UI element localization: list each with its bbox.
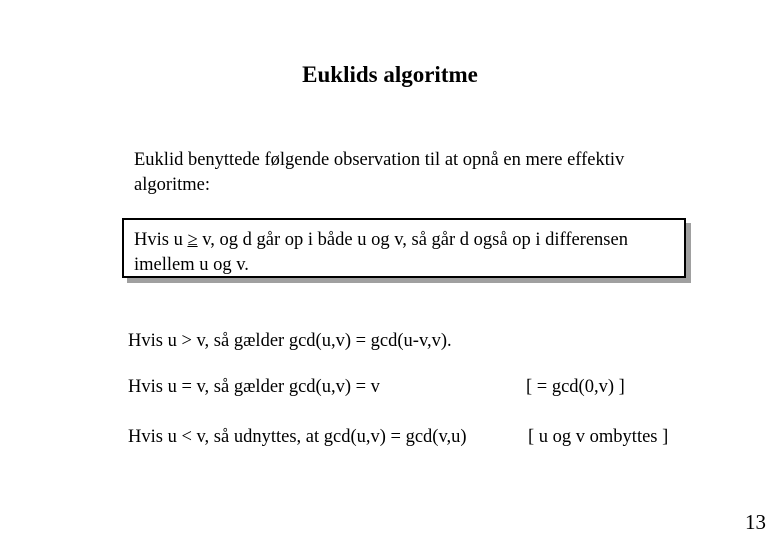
rule-greater: Hvis u > v, så gælder gcd(u,v) = gcd(u-v,v). [128, 331, 452, 351]
intro-paragraph: Euklid benyttede følgende observation til at opnå en mere effektiv algoritme: [134, 150, 625, 195]
observation-text-end: v, og d går op i både u og v, så går d også op i differensen imellem u og v. [134, 230, 628, 275]
rule-equal: Hvis u = v, så gælder gcd(u,v) = v [128, 377, 380, 397]
greater-equal-symbol: ≥ [187, 230, 198, 250]
observation-text-start: Hvis u [134, 230, 188, 250]
rule-less-note: [ u og v ombyttes ] [528, 427, 669, 447]
slide-title: Euklids algoritme [302, 62, 478, 87]
observation-text [134, 228, 679, 278]
rule-less: Hvis u < v, så udnyttes, at gcd(u,v) = gcd(v,u) [128, 427, 467, 447]
observation-box [122, 218, 686, 278]
page-number: 13 [745, 510, 766, 534]
rule-equal-note: [ = gcd(0,v) ] [526, 377, 625, 397]
